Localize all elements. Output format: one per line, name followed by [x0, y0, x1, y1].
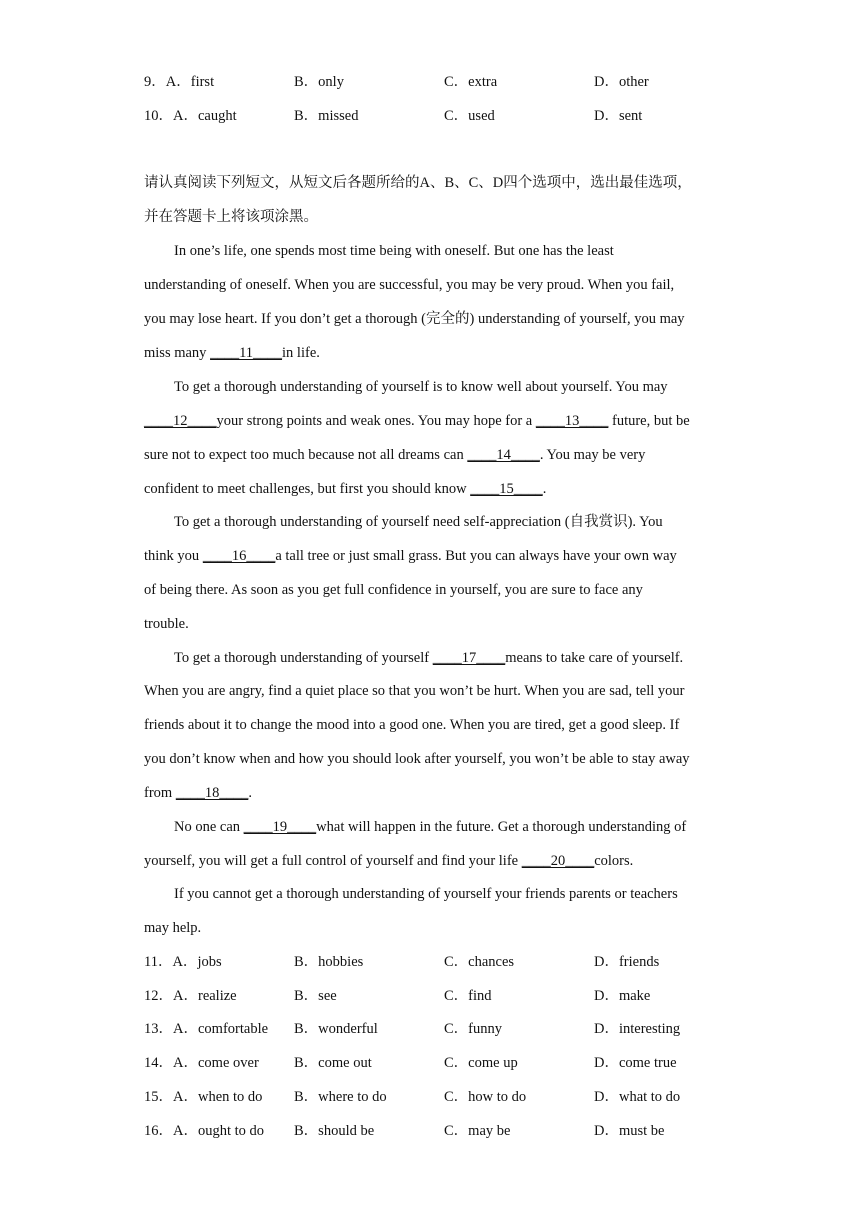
option-d: D．must be [594, 1123, 665, 1139]
option-d: D．friends [594, 954, 660, 970]
passage-line: may help. [144, 920, 202, 936]
option-c: C．extra [444, 74, 498, 90]
passage-line: yourself, you will get a full control of yourself and find your life ____20____colors. [144, 853, 634, 869]
option-d: D．sent [594, 108, 643, 124]
option-a: ought to do [197, 1123, 265, 1139]
question-number: 9．A． [144, 74, 191, 90]
option-c: C．funny [444, 1021, 502, 1037]
passage-line: from ____18____. [144, 785, 252, 801]
question-number: 12．A． [144, 988, 198, 1004]
option-c: C．find [444, 988, 492, 1004]
option-a: first [190, 74, 215, 90]
question-number: 11．A． [144, 954, 198, 970]
option-a: jobs [197, 954, 222, 970]
passage-line: understanding of oneself. When you are successful, you may be very proud. When you fail, [144, 277, 675, 293]
passage-line: confident to meet challenges, but first you should know ____15____. [144, 481, 547, 497]
option-c: C．come up [444, 1055, 518, 1071]
option-d: D．interesting [594, 1021, 681, 1037]
option-b: B．hobbies [294, 954, 364, 970]
option-b: B．come out [294, 1055, 372, 1071]
instruction-line-1: 请认真阅读下列短文，从短文后各题所给的A、B、C、D四个选项中，选出最佳选项， [144, 175, 692, 191]
option-c: C．used [444, 108, 495, 124]
question-number: 16．A． [144, 1123, 198, 1139]
blank-11: ____11____ [210, 345, 283, 361]
question-number: 15．A． [144, 1089, 198, 1105]
option-b: B．missed [294, 108, 359, 124]
passage-line: you may lose heart. If you don’t get a thorough (完全的) understanding of yourself, you may [144, 311, 685, 327]
blank-14: ____14____ [467, 447, 540, 463]
passage-line: To get a thorough understanding of yourself ____17____means to take care of yourself. [174, 650, 684, 666]
option-d: D．make [594, 988, 651, 1004]
option-a: comfortable [197, 1021, 269, 1037]
passage-line: To get a thorough understanding of yourself need self-appreciation (自我赏识). You [174, 514, 663, 530]
blank-13: ____13____ [535, 413, 609, 429]
passage-line: In one’s life, one spends most time being with oneself. But one has the least [174, 243, 614, 259]
passage-line: miss many ____11____in life. [144, 345, 320, 361]
option-b: B．see [294, 988, 337, 1004]
option-a: caught [197, 108, 237, 124]
question-number: 14．A． [144, 1055, 198, 1071]
question-number: 13．A． [144, 1021, 198, 1037]
option-a: come over [197, 1055, 259, 1071]
blank-15: ____15____ [470, 481, 543, 497]
blank-16: ____16____ [202, 548, 276, 564]
option-b: B．should be [294, 1123, 375, 1139]
option-c: C．may be [444, 1123, 511, 1139]
blank-17: ____17____ [432, 650, 506, 666]
option-d: D．other [594, 74, 649, 90]
passage-line: friends about it to change the mood into a good one. When you are tired, get a good sleep. If [144, 717, 680, 733]
option-b: B．wonderful [294, 1021, 378, 1037]
passage-line: of being there. As soon as you get full confidence in yourself, you are sure to face any [144, 582, 643, 598]
passage-line: you don’t know when and how you should look after yourself, you won’t be able to stay away [144, 751, 690, 767]
instruction-line-2: 并在答题卡上将该项涂黑。 [144, 209, 318, 225]
passage-line: ____12____your strong points and weak ones. You may hope for a ____13____ future, but be [144, 413, 690, 429]
option-a: realize [197, 988, 237, 1004]
passage-line: To get a thorough understanding of yourself is to know well about yourself. You may [174, 379, 668, 395]
option-b: B．where to do [294, 1089, 387, 1105]
passage-line: No one can ____19____what will happen in the future. Get a thorough understanding of [174, 819, 687, 835]
blank-20: ____20____ [521, 853, 595, 869]
blank-18: ____18____ [175, 785, 249, 801]
option-b: B．only [294, 74, 344, 90]
passage-line: sure not to expect too much because not all dreams can ____14____. You may be very [144, 447, 646, 463]
passage-line: When you are angry, find a quiet place so that you won’t be hurt. When you are sad, tell your [144, 683, 685, 699]
passage-line: think you ____16____a tall tree or just small grass. But you can always have your own way [144, 548, 677, 564]
option-d: D．come true [594, 1055, 677, 1071]
option-d: D．what to do [594, 1089, 681, 1105]
passage-line: trouble. [144, 616, 189, 632]
option-a: when to do [197, 1089, 263, 1105]
passage-line: If you cannot get a thorough understanding of yourself your friends parents or teachers [174, 886, 678, 902]
option-c: C．chances [444, 954, 515, 970]
blank-19: ____19____ [243, 819, 317, 835]
option-c: C．how to do [444, 1089, 527, 1105]
question-number: 10．A． [144, 108, 198, 124]
blank-12: ____12____ [144, 413, 217, 429]
